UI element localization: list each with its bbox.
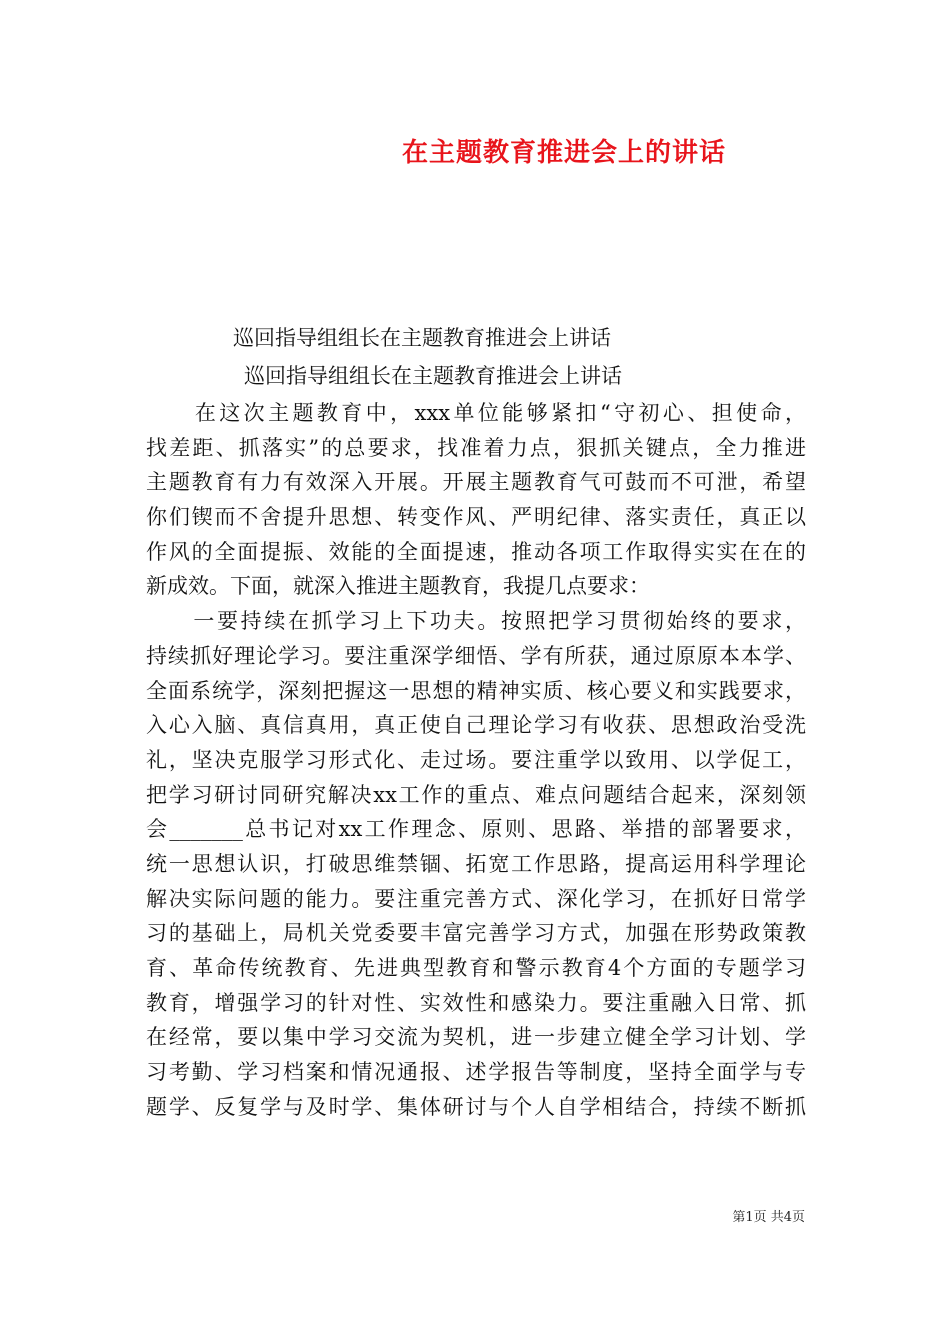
body-line: 入心入脑、真信真用，真正使自己理论学习有收获、思想政治受洗 xyxy=(146,713,806,738)
body-line: 找差距、抓落实”的总要求，找准着力点，狠抓关键点，全力推进 xyxy=(146,435,806,460)
body-line: 新成效。下面，就深入推进主题教育，我提几点要求： xyxy=(146,574,650,599)
body-line: 礼，坚决克服学习形式化、走过场。要注重学以致用、以学促工， xyxy=(146,747,806,772)
page-number-footer: 第1页 共4页 xyxy=(732,1210,805,1225)
body-line: 习的基础上，局机关党委要丰富完善学习方式，加强在形势政策教 xyxy=(146,921,806,946)
document-subtitle-1: 巡回指导组组长在主题教育推进会上讲话 xyxy=(233,326,611,350)
body-line: 教育，增强学习的针对性、实效性和感染力。要注重融入日常、抓 xyxy=(146,990,806,1015)
body-line: 全面系统学，深刻把握这一思想的精神实质、核心要义和实践要求， xyxy=(146,678,806,703)
body-line: 主题教育有力有效深入开展。开展主题教育气可鼓而不可泄，希望 xyxy=(146,470,806,495)
body-line: 解决实际问题的能力。要注重完善方式、深化学习，在抓好日常学 xyxy=(146,886,806,911)
body-line: 作风的全面提振、效能的全面提速，推动各项工作取得实实在在的 xyxy=(146,539,806,564)
body-line: 在这次主题教育中，xxx单位能够紧扣“守初心、担使命， xyxy=(146,401,806,425)
document-title: 在主题教育推进会上的讲话 xyxy=(401,138,726,168)
body-line: 育、革命传统教育、先进典型教育和警示教育4个方面的专题学习 xyxy=(146,956,806,980)
body-line: 习考勤、学习档案和情况通报、述学报告等制度，坚持全面学与专 xyxy=(146,1060,806,1085)
body-line: 持续抓好理论学习。要注重深学细悟、学有所获，通过原原本本学、 xyxy=(146,643,806,668)
body-line: 把学习研讨同研究解决xx工作的重点、难点问题结合起来，深刻领 xyxy=(146,782,806,807)
body-line: 统一思想认识，打破思维禁锢、拓宽工作思路，提高运用科学理论 xyxy=(146,851,806,876)
document-subtitle-2: 巡回指导组组长在主题教育推进会上讲话 xyxy=(244,364,622,388)
body-line: 一要持续在抓学习上下功夫。按照把学习贯彻始终的要求， xyxy=(146,609,806,634)
document-body xyxy=(146,396,806,1124)
body-line: 题学、反复学与及时学、集体研讨与个人自学相结合，持续不断抓 xyxy=(146,1094,806,1119)
body-line: 你们锲而不舍提升思想、转变作风、严明纪律、落实责任，真正以 xyxy=(146,505,806,530)
body-line: 在经常，要以集中学习交流为契机，进一步建立健全学习计划、学 xyxy=(146,1025,806,1050)
body-line: 会_______总书记对xx工作理念、原则、思路、举措的部署要求， xyxy=(146,817,806,842)
